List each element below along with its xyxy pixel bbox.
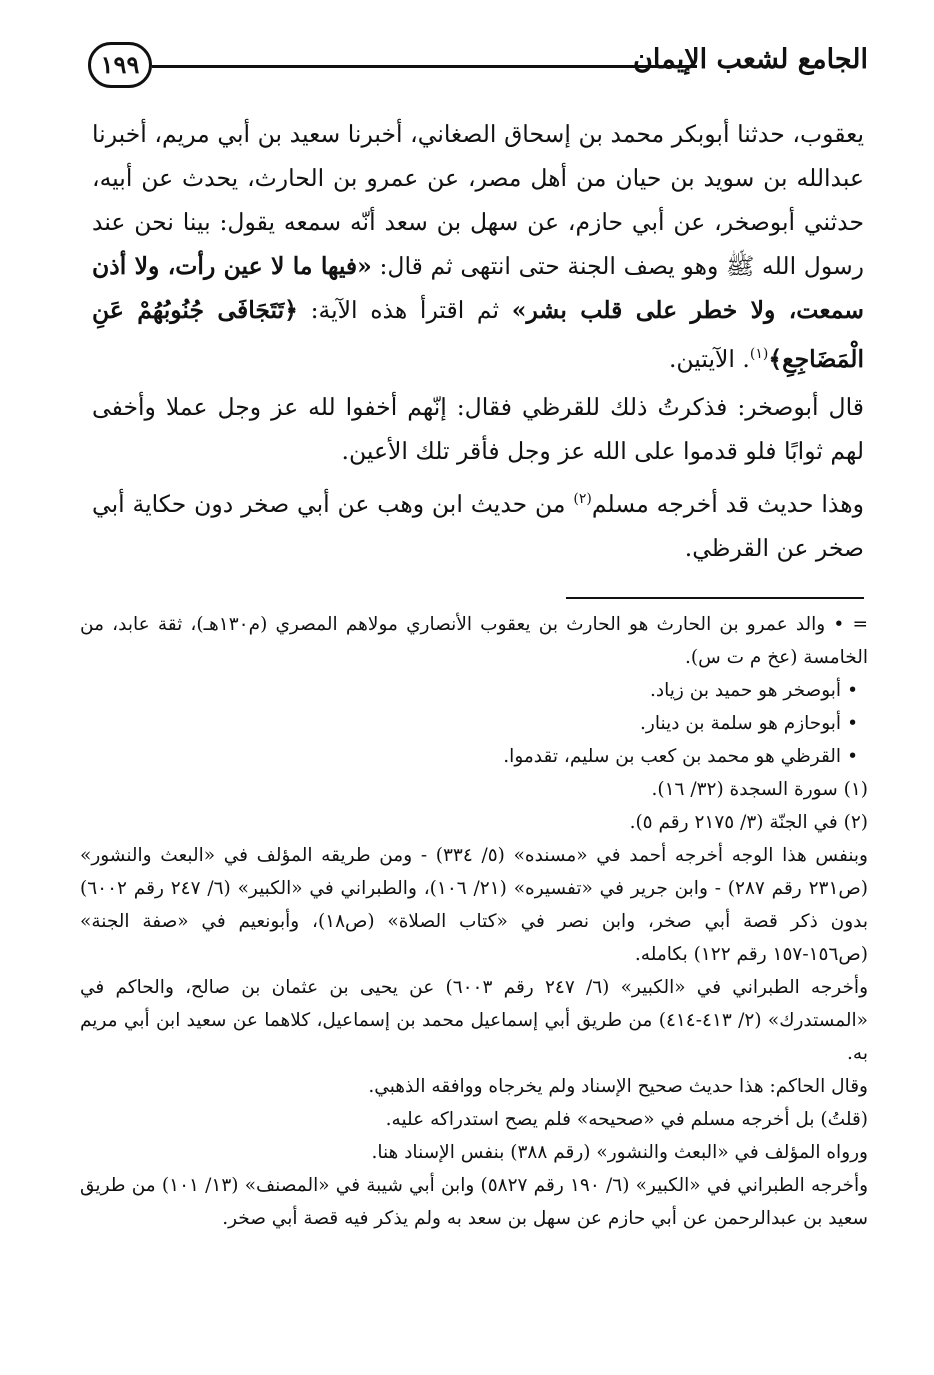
narrator-list (80, 674, 868, 773)
hadith-quote: «فيها ما لا عين رأت، ولا أذن سمعت، ولا خطر على قلب بشر» (92, 252, 864, 324)
footnote-1: (١) سورة السجدة (٣٢/ ١٦). (651, 779, 868, 800)
quran-verse: ﴿تَتَجَافَى جُنُوبُهُمْ عَنِ الْمَضَاجِعِ﴾ (92, 296, 864, 373)
header-rule (152, 65, 697, 68)
hadith-isnad: يعقوب، حدثنا أبوبكر محمد بن إسحاق الصغاني، أخبرنا سعيد بن أبي مريم، أخبرنا عبدالله بن سويد بن حيان من أهل مصر، عن عمرو بن الحارث، يحدث عن أبيه، حدثني أبوصخر، عن أبي حازم، عن سهل بن سعد أنّه سمعه يقول: بينا نحن عند رسول الله ﷺ وهو يصف الجنة حتى انتهى ثم قال: (92, 120, 864, 280)
footnote-continued: = • والد عمرو بن الحارث هو الحارث بن يعقوب الأنصاري مولاهم المصري (م١٣٠هـ)، ثقة عابد، من الخامسة (عخ م ت س). (80, 614, 868, 668)
main-paragraph-takhrij (92, 477, 864, 570)
takhrij-text-end: من حديث ابن وهب عن أبي صخر دون حكاية أبي صخر عن القرظي. (92, 489, 864, 562)
footnote-2: (٢) في الجنّة (٣/ ٢١٧٥ رقم ٥). (629, 812, 868, 833)
book-title: الجامع لشعب الإيمان (633, 44, 868, 75)
footnote-2-takhrij-tabarani: وأخرجه الطبراني في «الكبير» (٦/ ٢٤٧ رقم ٦٠٠٣) عن يحيى بن عثمان بن صالح، والحاكم في «المستدرك» (٢/ ٤١٣-٤١٤) من طريق أبي إسماعيل محمد بن إسماعيل، كلاهما عن سعيد ابن أبي مريم به. (80, 977, 869, 1064)
list-item: •أبوحازم هو سلمة بن دينار. (80, 707, 858, 740)
main-text (92, 112, 864, 570)
page-number: ١٩٩ (88, 42, 152, 88)
footnote-divider (566, 597, 864, 599)
bullet-icon: • (847, 713, 858, 734)
footnote-2-author: ورواه المؤلف في «البعث والنشور» (رقم ٣٨٨) بنفس الإسناد هنا. (371, 1142, 868, 1163)
main-paragraph-abusakhr: قال أبوصخر: فذكرتُ ذلك للقرظي فقال: إنّهم أخفوا لله عز وجل عملا وأخفى لهم ثوابًا فلو قدموا على الله عز وجل فأقر تلك الأعين. (92, 392, 864, 465)
list-item: •أبوصخر هو حميد بن زياد. (80, 674, 858, 707)
bullet-icon: • (847, 680, 858, 701)
main-paragraph-hadith (92, 112, 864, 381)
footnote-2-other-route: وأخرجه الطبراني في «الكبير» (٦/ ١٩٠ رقم ٥٨٢٧) وابن أبي شيبة في «المصنف» (١٣/ ١٠١) من طريق سعيد بن عبدالرحمن عن أبي حازم عن سهل بن سعد به ولم يذكر فيه قصة أبي صخر. (80, 1175, 869, 1229)
hadith-ending: . الآيتين. (668, 344, 750, 373)
footnote-ref-2[interactable]: (٢) (573, 490, 592, 507)
footnote-2-hakim: وقال الحاكم: هذا حديث صحيح الإسناد ولم يخرجاه ووافقه الذهبي. (368, 1076, 868, 1097)
footnote-ref-1[interactable]: (١) (749, 346, 769, 362)
hadith-connector: ثم اقترأ هذه الآية: (297, 296, 512, 324)
footnote-2-takhrij-ahmad: وبنفس هذا الوجه أخرجه أحمد في «مسنده» (٥/ ٣٣٤) - ومن طريقه المؤلف في «البعث والنشور» (ص٢٣١ رقم ٢٨٧) - وابن جرير في «تفسيره» (٢١/ ١٠٦)، والطبراني في «الكبير» (٦/ ٢٤٧ رقم ٦٠٠٢) بدون ذكر قصة أبي صخر، وابن نصر في «كتاب الصلاة» (ص١٨)، وأبونعيم في «صفة الجنة» (ص١٥٦-١٥٧ رقم ١٢٢) بكامله. (80, 845, 868, 965)
page-header (88, 36, 868, 96)
bullet-icon: • (847, 746, 858, 767)
takhrij-text-start: وهذا حديث قد أخرجه مسلم (591, 489, 864, 518)
footnotes-section (80, 608, 868, 1235)
list-item: •القرظي هو محمد بن كعب بن سليم، تقدموا. (80, 740, 858, 773)
footnote-2-note: (قلتُ) بل أخرجه مسلم في «صحيحه» فلم يصح استدراكه عليه. (385, 1109, 868, 1130)
